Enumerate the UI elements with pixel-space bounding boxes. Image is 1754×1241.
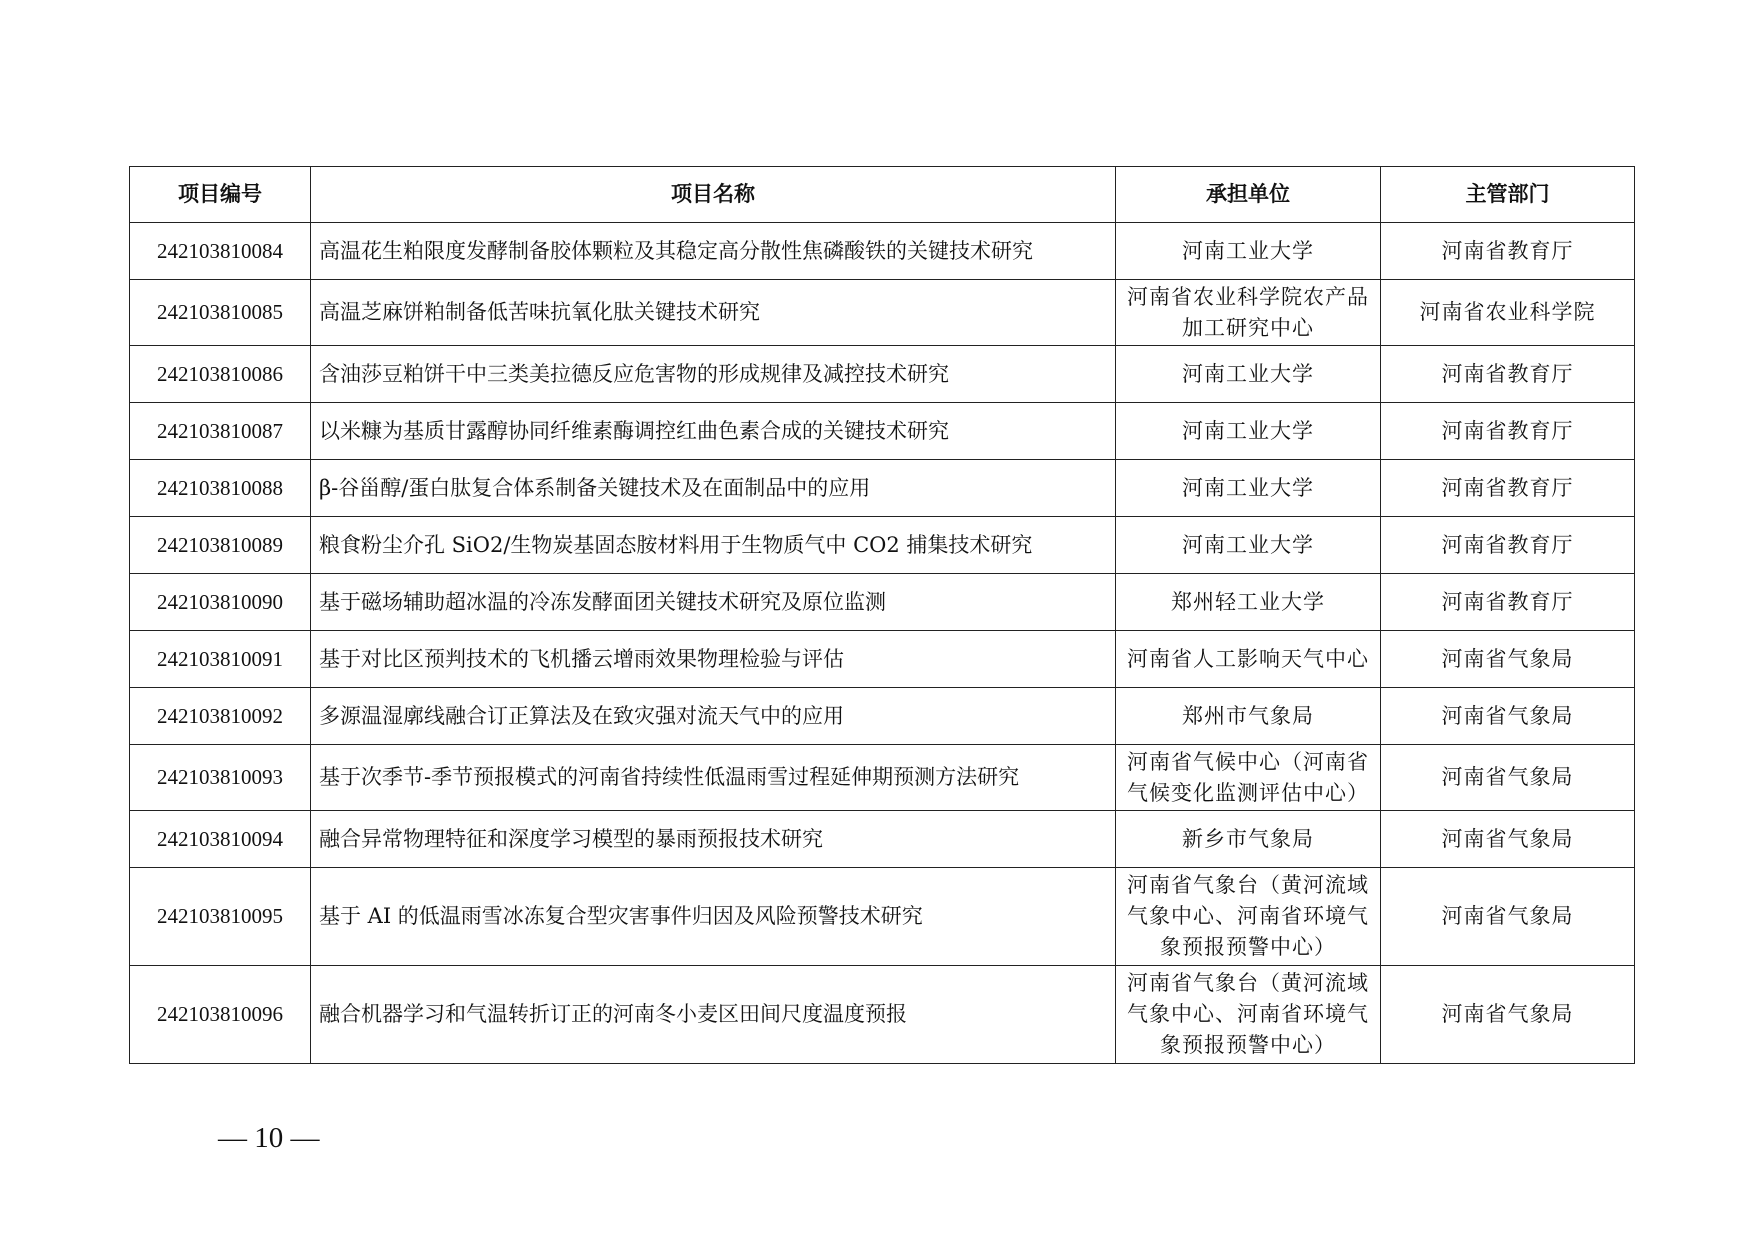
cell-supervising-dept: 河南省教育厅	[1381, 574, 1635, 631]
cell-project-name: 融合机器学习和气温转折订正的河南冬小麦区田间尺度温度预报	[311, 966, 1116, 1064]
header-supervising-dept: 主管部门	[1381, 167, 1635, 223]
table-row	[130, 868, 1635, 966]
cell-project-id: 242103810092	[130, 688, 311, 745]
cell-undertaking-unit: 河南省人工影响天气中心	[1116, 631, 1381, 688]
table-row	[130, 403, 1635, 460]
cell-project-name: 高温花生粕限度发酵制备胶体颗粒及其稳定高分散性焦磷酸铁的关键技术研究	[311, 223, 1116, 280]
cell-project-name: β-谷甾醇/蛋白肽复合体系制备关键技术及在面制品中的应用	[311, 460, 1116, 517]
table-row	[130, 517, 1635, 574]
cell-supervising-dept: 河南省农业科学院	[1381, 280, 1635, 346]
table-row	[130, 346, 1635, 403]
table-row	[130, 460, 1635, 517]
cell-project-id: 242103810084	[130, 223, 311, 280]
cell-supervising-dept: 河南省气象局	[1381, 966, 1635, 1064]
cell-project-id: 242103810089	[130, 517, 311, 574]
cell-supervising-dept: 河南省教育厅	[1381, 346, 1635, 403]
cell-project-id: 242103810093	[130, 745, 311, 811]
cell-supervising-dept: 河南省教育厅	[1381, 223, 1635, 280]
cell-project-name: 含油莎豆粕饼干中三类美拉德反应危害物的形成规律及减控技术研究	[311, 346, 1116, 403]
cell-project-id: 242103810094	[130, 811, 311, 868]
table-row	[130, 223, 1635, 280]
cell-project-name: 基于对比区预判技术的飞机播云增雨效果物理检验与评估	[311, 631, 1116, 688]
cell-undertaking-unit: 河南工业大学	[1116, 517, 1381, 574]
cell-undertaking-unit: 河南工业大学	[1116, 403, 1381, 460]
cell-undertaking-unit: 河南省气象台（黄河流域气象中心、河南省环境气象预报预警中心）	[1116, 868, 1381, 966]
cell-project-name: 基于 AI 的低温雨雪冰冻复合型灾害事件归因及风险预警技术研究	[311, 868, 1116, 966]
cell-undertaking-unit: 河南工业大学	[1116, 223, 1381, 280]
table-header-row	[130, 167, 1635, 223]
cell-undertaking-unit: 新乡市气象局	[1116, 811, 1381, 868]
table-row	[130, 745, 1635, 811]
table-row	[130, 631, 1635, 688]
cell-project-name: 基于磁场辅助超冰温的冷冻发酵面团关键技术研究及原位监测	[311, 574, 1116, 631]
cell-supervising-dept: 河南省教育厅	[1381, 403, 1635, 460]
cell-project-name: 多源温湿廓线融合订正算法及在致灾强对流天气中的应用	[311, 688, 1116, 745]
header-project-name: 项目名称	[311, 167, 1116, 223]
cell-undertaking-unit: 河南工业大学	[1116, 460, 1381, 517]
cell-undertaking-unit: 河南省农业科学院农产品加工研究中心	[1116, 280, 1381, 346]
cell-project-name: 融合异常物理特征和深度学习模型的暴雨预报技术研究	[311, 811, 1116, 868]
table-row	[130, 280, 1635, 346]
table-row	[130, 688, 1635, 745]
cell-supervising-dept: 河南省气象局	[1381, 868, 1635, 966]
cell-undertaking-unit: 河南省气候中心（河南省气候变化监测评估中心）	[1116, 745, 1381, 811]
cell-supervising-dept: 河南省教育厅	[1381, 517, 1635, 574]
cell-project-id: 242103810088	[130, 460, 311, 517]
header-project-id: 项目编号	[130, 167, 311, 223]
cell-undertaking-unit: 郑州轻工业大学	[1116, 574, 1381, 631]
cell-supervising-dept: 河南省气象局	[1381, 688, 1635, 745]
cell-project-id: 242103810090	[130, 574, 311, 631]
table-row	[130, 966, 1635, 1064]
cell-supervising-dept: 河南省气象局	[1381, 745, 1635, 811]
cell-undertaking-unit: 河南省气象台（黄河流域气象中心、河南省环境气象预报预警中心）	[1116, 966, 1381, 1064]
cell-project-name: 以米糠为基质甘露醇协同纤维素酶调控红曲色素合成的关键技术研究	[311, 403, 1116, 460]
cell-project-id: 242103810091	[130, 631, 311, 688]
cell-project-id: 242103810085	[130, 280, 311, 346]
cell-project-id: 242103810087	[130, 403, 311, 460]
cell-project-name: 基于次季节-季节预报模式的河南省持续性低温雨雪过程延伸期预测方法研究	[311, 745, 1116, 811]
cell-project-id: 242103810096	[130, 966, 311, 1064]
cell-supervising-dept: 河南省气象局	[1381, 811, 1635, 868]
cell-undertaking-unit: 河南工业大学	[1116, 346, 1381, 403]
cell-supervising-dept: 河南省气象局	[1381, 631, 1635, 688]
header-undertaking-unit: 承担单位	[1116, 167, 1381, 223]
cell-supervising-dept: 河南省教育厅	[1381, 460, 1635, 517]
cell-project-id: 242103810095	[130, 868, 311, 966]
cell-project-name: 高温芝麻饼粕制备低苦味抗氧化肽关键技术研究	[311, 280, 1116, 346]
table-row	[130, 811, 1635, 868]
cell-undertaking-unit: 郑州市气象局	[1116, 688, 1381, 745]
cell-project-id: 242103810086	[130, 346, 311, 403]
table-row	[130, 574, 1635, 631]
cell-project-name: 粮食粉尘介孔 SiO2/生物炭基固态胺材料用于生物质气中 CO2 捕集技术研究	[311, 517, 1116, 574]
page-number: — 10 —	[218, 1122, 320, 1154]
project-table	[129, 166, 1635, 1064]
